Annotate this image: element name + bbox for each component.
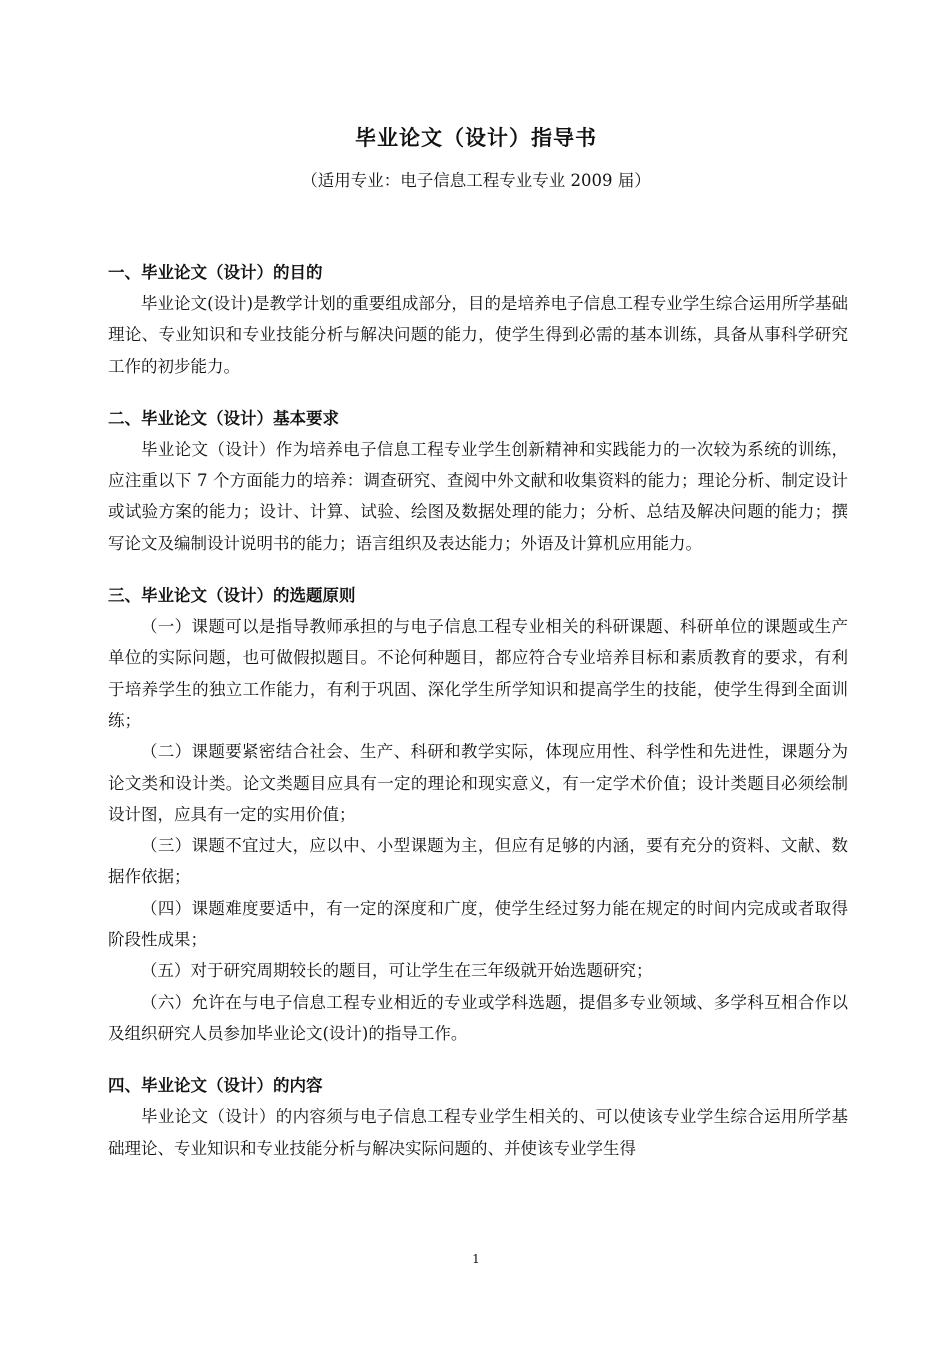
body-paragraph: （一）课题可以是指导教师承担的与电子信息工程专业相关的科研课题、科研单位的课题或生产单位的实际问题，也可做假拟题目。不论何种题目，都应符合专业培养目标和素质教育的要求，有利于培养学生的独立工作能力，有利于巩固、深化学生所学知识和提高学生的技能，使学生得到全面训练；	[108, 617, 848, 730]
document-title: 毕业论文（设计）指导书	[355, 126, 597, 150]
body-paragraph: （五）对于研究周期较长的题目，可让学生在三年级就开始选题研究；	[141, 961, 653, 981]
body-paragraph: 毕业论文（设计）作为培养电子信息工程专业学生创新精神和实践能力的一次较为系统的训练，应注重以下 7 个方面能力的培养：调查研究、查阅中外文献和收集资料的能力；理论分析、制定设计或试验方案的能力；设计、计算、试验、绘图及数据处理的能力；分析、总结及解决问题的能力；撰写论文及编制设计说明书的能力；语言组织及表达能力；外语及计算机应用能力。	[108, 439, 848, 553]
section-heading: 三、毕业论文（设计）的选题原则	[108, 586, 356, 606]
body-paragraph: 毕业论文(设计)是教学计划的重要组成部分，目的是培养电子信息工程专业学生综合运用所学基础理论、专业知识和专业技能分析与解决问题的能力，使学生得到必需的基本训练，具备从事科学研究工作的初步能力。	[108, 294, 848, 376]
body-paragraph: （六）允许在与电子信息工程专业相近的专业或学科选题，提倡多专业领域、多学科互相合作以及组织研究人员参加毕业论文(设计)的指导工作。	[108, 992, 848, 1043]
body-paragraph: （二）课题要紧密结合社会、生产、科研和教学实际，体现应用性、科学性和先进性，课题分为论文类和设计类。论文类题目应具有一定的理论和现实意义，有一定学术价值；设计类题目必须绘制设计图，应具有一定的实用价值；	[108, 742, 848, 824]
section-basic-requirements	[108, 404, 848, 559]
section-heading: 四、毕业论文（设计）的内容	[108, 1076, 323, 1096]
body-paragraph: （三）课题不宜过大，应以中、小型课题为主，但应有足够的内涵，要有充分的资料、文献、数据作依据；	[108, 836, 848, 887]
document-subtitle: （适用专业：电子信息工程专业专业 2009 届）	[301, 171, 651, 190]
section-topic-principles	[108, 581, 848, 1049]
document-body	[108, 258, 848, 1186]
section-heading: 一、毕业论文（设计）的目的	[108, 263, 323, 282]
body-paragraph: 毕业论文（设计）的内容须与电子信息工程专业学生相关的、可以使该专业学生综合运用所学基础理论、专业知识和专业技能分析与解决实际问题的、并使该专业学生得	[108, 1107, 848, 1158]
body-paragraph: （四）课题难度要适中，有一定的深度和广度，使学生经过努力能在规定的时间内完成或者取得阶段性成果；	[108, 898, 848, 950]
page-number: 1	[472, 1252, 480, 1266]
section-purpose	[108, 258, 848, 382]
section-content	[108, 1071, 848, 1164]
section-heading: 二、毕业论文（设计）基本要求	[108, 408, 339, 428]
